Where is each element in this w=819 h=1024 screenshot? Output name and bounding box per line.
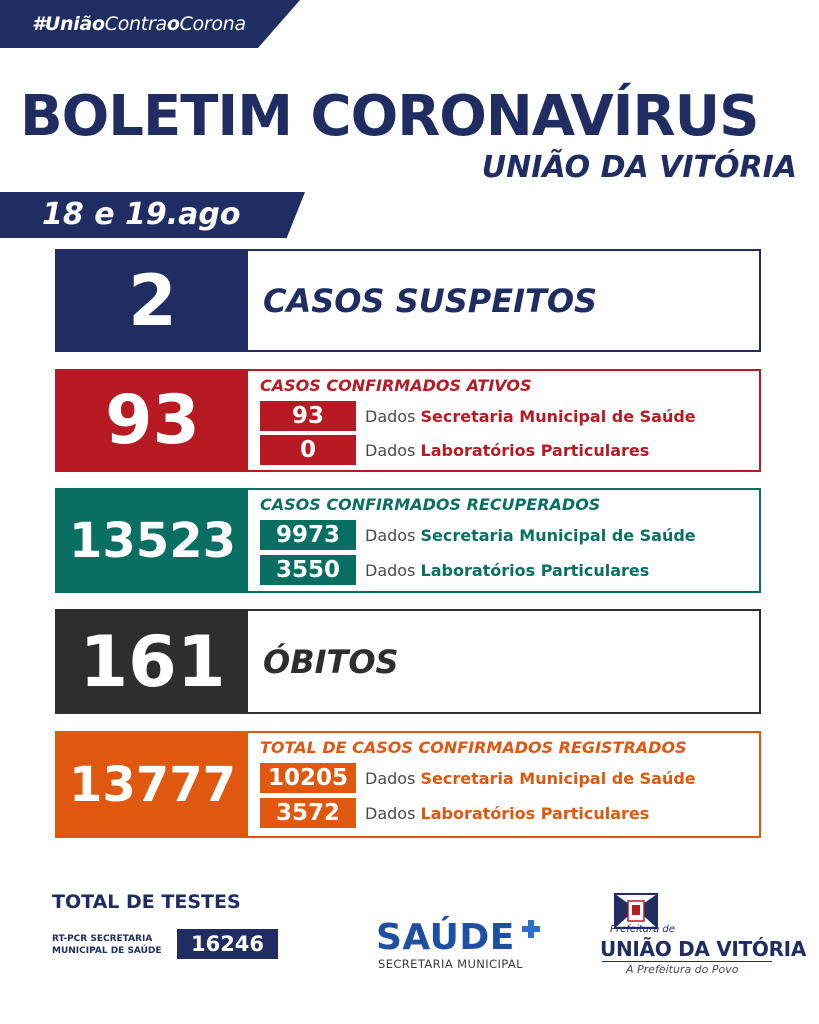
suspected-cases-card — [55, 249, 761, 352]
active-labs-value: 0 — [260, 435, 356, 465]
total-labs-value: 3572 — [260, 798, 356, 828]
suspected-cases-value: 2 — [57, 251, 248, 350]
active-cases-card — [55, 369, 761, 472]
recovered-labs-value: 3550 — [260, 555, 356, 585]
total-cases-row-labs — [260, 797, 649, 829]
total-cases-row-municipal — [260, 762, 696, 794]
prefeitura-slogan: A Prefeitura do Povo — [626, 963, 739, 976]
recovered-municipal-source: Dados Secretaria Municipal de Saúde — [365, 525, 696, 545]
prefeitura-small: Prefeitura de — [610, 924, 675, 935]
recovered-cases-row-labs — [260, 554, 649, 586]
deaths-value: 161 — [57, 611, 248, 712]
total-cases-card — [55, 731, 761, 838]
total-municipal-source: Dados Secretaria Municipal de Saúde — [365, 768, 696, 788]
total-cases-value: 13777 — [57, 733, 248, 836]
active-cases-value: 93 — [57, 371, 248, 470]
hashtag-text — [32, 13, 246, 35]
active-cases-row-municipal — [260, 400, 696, 432]
active-cases-title: CASOS CONFIRMADOS ATIVOS — [260, 376, 532, 395]
recovered-cases-card — [55, 488, 761, 593]
recovered-cases-value: 13523 — [57, 490, 248, 591]
hashtag-part-uniao: União — [44, 13, 105, 35]
hashtag-part-corona: Corona — [179, 13, 246, 35]
recovered-cases-row-municipal — [260, 519, 696, 551]
tests-value: 16246 — [177, 929, 278, 959]
saude-logo-subtitle: SECRETARIA MUNICIPAL — [378, 957, 523, 971]
suspected-cases-label: CASOS SUSPEITOS — [263, 281, 598, 320]
tests-title: TOTAL DE TESTES — [52, 891, 241, 913]
date-label: 18 e 19.ago — [42, 197, 241, 232]
page-title: BOLETIM CORONAVÍRUS — [20, 84, 759, 149]
prefeitura-name: UNIÃO DA VITÓRIA — [600, 937, 806, 961]
tests-label-line2: MUNICIPAL DE SAÚDE — [52, 946, 162, 956]
total-municipal-value: 10205 — [260, 763, 356, 793]
tests-label-line1: RT-PCR SECRETARIA — [52, 934, 153, 944]
saude-logo — [376, 918, 542, 974]
saude-logo-word: SAÚDE — [376, 917, 515, 958]
hashtag-symbol: # — [32, 13, 45, 35]
page-subtitle: UNIÃO DA VITÓRIA — [481, 150, 797, 185]
hashtag-part-o: o — [166, 13, 180, 35]
total-cases-title: TOTAL DE CASOS CONFIRMADOS REGISTRADOS — [260, 738, 687, 757]
active-cases-row-labs — [260, 434, 649, 466]
deaths-card — [55, 609, 761, 714]
plus-icon — [522, 920, 540, 938]
deaths-label: ÓBITOS — [263, 642, 399, 681]
recovered-municipal-value: 9973 — [260, 520, 356, 550]
recovered-cases-title: CASOS CONFIRMADOS RECUPERADOS — [260, 495, 601, 514]
active-municipal-value: 93 — [260, 401, 356, 431]
recovered-labs-source: Dados Laboratórios Particulares — [365, 560, 650, 580]
active-municipal-source: Dados Secretaria Municipal de Saúde — [365, 406, 696, 426]
active-labs-source: Dados Laboratórios Particulares — [365, 440, 650, 460]
tests-label — [52, 933, 177, 957]
prefeitura-divider — [602, 961, 772, 962]
hashtag-part-contra: Contra — [104, 13, 167, 35]
total-labs-source: Dados Laboratórios Particulares — [365, 803, 650, 823]
prefeitura-logo — [590, 893, 806, 983]
